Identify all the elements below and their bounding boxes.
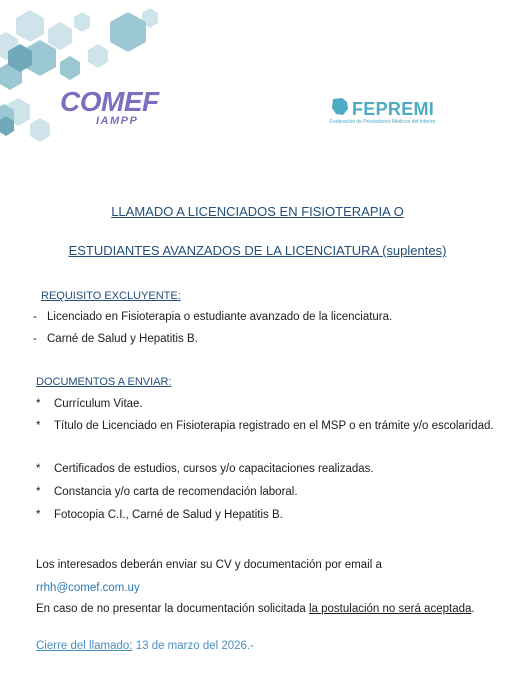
- asterisk-marker: *: [36, 509, 41, 521]
- comef-logo: [60, 86, 159, 127]
- documento-item: * Título de Licenciado en Fisioterapia registrado en el MSP o en trámite y/o escolaridad.: [36, 416, 498, 437]
- contact-warning: En caso de no presentar la documentación solicitada la postulación no será aceptada.: [36, 603, 475, 615]
- closing-date: [36, 640, 254, 652]
- comef-logo-text: COMEF: [60, 86, 159, 117]
- asterisk-marker: *: [36, 420, 41, 432]
- comef-logo-subtext: IAMPP: [96, 115, 139, 127]
- asterisk-marker: *: [36, 463, 41, 475]
- contact-intro: Los interesados deberán enviar su CV y documentación por email a: [36, 559, 382, 571]
- fepremi-map-icon: [330, 97, 350, 117]
- documento-item: * Currículum Vitae.: [36, 398, 143, 410]
- asterisk-marker: *: [36, 398, 41, 410]
- requisito-item: - Carné de Salud y Hepatitis B.: [33, 333, 198, 345]
- title-line-1: LLAMADO A LICENCIADOS EN FISIOTERAPIA O: [111, 204, 404, 219]
- documento-item: * Fotocopia C.I., Carné de Salud y Hepatitis B.: [36, 509, 283, 521]
- documento-item: * Constancia y/o carta de recomendación laboral.: [36, 486, 298, 498]
- hexagon-pattern-decoration: [0, 0, 200, 150]
- documento-item: * Certificados de estudios, cursos y/o capacitaciones realizadas.: [36, 463, 374, 475]
- fepremi-logo-text: FEPREMI: [352, 99, 435, 119]
- contact-email-link[interactable]: rrhh@comef.com.uy: [36, 582, 140, 594]
- requisito-heading: REQUISITO EXCLUYENTE:: [41, 290, 181, 302]
- fepremi-tagline: Federación de Prestadores Médicos del Interior: [330, 119, 436, 125]
- requisito-item: - Licenciado en Fisioterapia o estudiante avanzado de la licenciatura.: [33, 311, 393, 323]
- closing-label: Cierre del llamado:: [36, 640, 133, 652]
- title-line-2: ESTUDIANTES AVANZADOS DE LA LICENCIATURA (suplentes): [68, 243, 447, 258]
- dash-marker: -: [33, 311, 37, 323]
- warning-emphasis: la postulación no será aceptada: [308, 603, 472, 615]
- asterisk-marker: *: [36, 486, 41, 498]
- closing-date-value: 13 de marzo del 2026.-: [132, 640, 254, 652]
- documentos-heading: DOCUMENTOS A ENVIAR:: [36, 376, 172, 388]
- dash-marker: -: [33, 333, 37, 345]
